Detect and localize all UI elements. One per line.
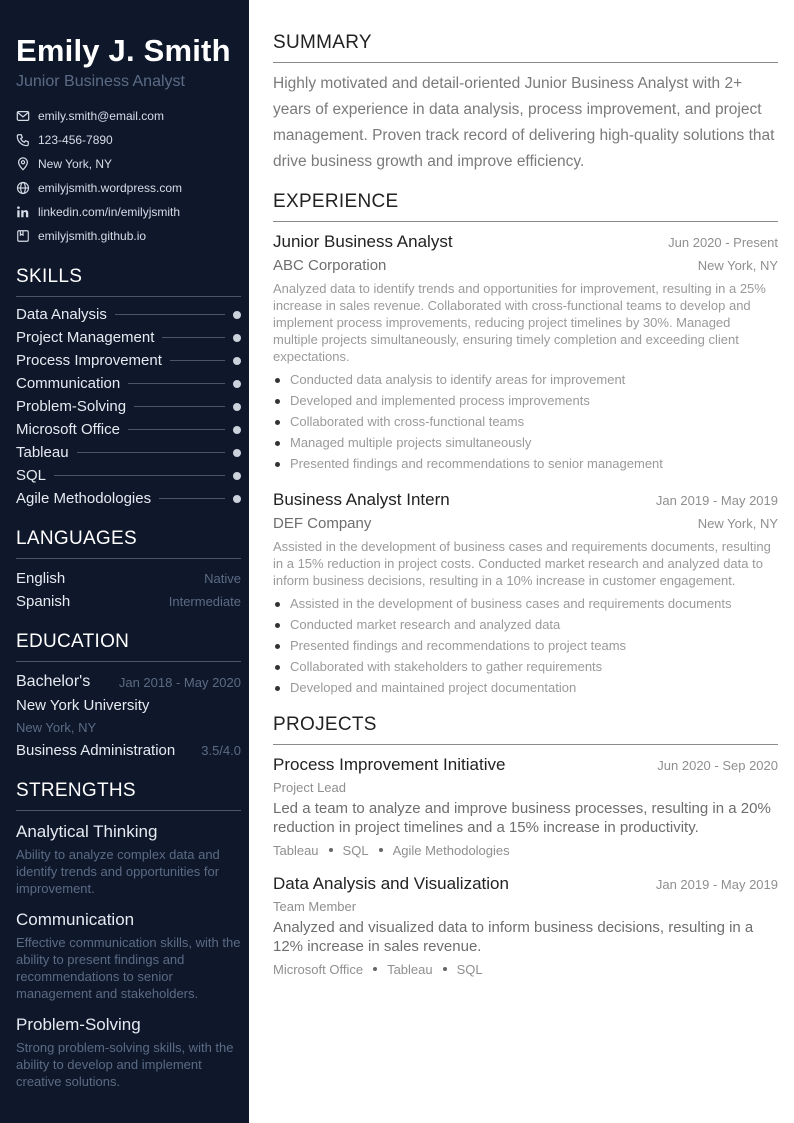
bullet-item: Presented findings and recommendations to senior management: [273, 453, 778, 474]
skill-divider: [54, 475, 225, 476]
sidebar: [0, 0, 249, 1123]
contact-github-text: emilyjsmith.github.io: [38, 229, 147, 243]
project-entry: [273, 753, 778, 860]
skill-divider: [162, 337, 225, 338]
skill-item: [16, 418, 241, 441]
job-entry: [273, 488, 778, 698]
summary-text: Highly motivated and detail-oriented Junior Business Analyst with 2+ years of experience in data analysis, process improvement, and project management. Proven track record of delivering high-quality solutions that drive business growth and improve efficiency.: [273, 75, 775, 170]
skills-list: [16, 303, 241, 510]
language-level: Intermediate: [168, 594, 241, 609]
contact-phone-text: 123-456-7890: [38, 133, 113, 147]
project-tag: Microsoft Office: [273, 961, 364, 977]
bullet-item: Managed multiple projects simultaneously: [273, 432, 778, 453]
job-description: Assisted in the development of business cases and requirements documents, resulting in a 15% reduction in project costs. Conducted market research and analyzed data to inform business decisions, resulting in a 10% increase in customer engagement.: [273, 539, 771, 588]
skill-item: [16, 487, 241, 510]
experience-heading: EXPERIENCE: [273, 189, 778, 222]
project-entry: [273, 872, 778, 979]
github-icon: [16, 229, 30, 243]
education-entry: [16, 670, 241, 762]
skill-dot: [233, 357, 241, 365]
candidate-name: Emily J. Smith: [16, 33, 231, 68]
bullet-item: Conducted data analysis to identify areas for improvement: [273, 369, 778, 390]
skill-item: [16, 326, 241, 349]
job-bullets: [273, 369, 778, 474]
skill-dot: [233, 403, 241, 411]
bullet-item: Developed and maintained project documentation: [273, 677, 778, 698]
globe-icon: [16, 181, 30, 195]
skill-dot: [233, 380, 241, 388]
skill-divider: [77, 452, 225, 453]
project-tag: Agile Methodologies: [392, 842, 510, 858]
skill-label: Project Management: [16, 329, 155, 346]
skill-dot: [233, 472, 241, 480]
skill-item: [16, 464, 241, 487]
education-field: Business Administration: [16, 741, 176, 759]
contact-github[interactable]: [16, 224, 241, 248]
job-location: New York, NY: [697, 258, 778, 273]
contact-list: [16, 104, 241, 248]
skill-label: Data Analysis: [16, 306, 107, 323]
skill-dot: [233, 311, 241, 319]
project-dates: Jan 2019 - May 2019: [655, 877, 778, 892]
project-title: Process Improvement Initiative: [273, 755, 506, 774]
skill-divider: [134, 406, 225, 407]
contact-location-text: New York, NY: [38, 157, 113, 171]
skill-item: [16, 372, 241, 395]
skill-label: Problem-Solving: [16, 398, 127, 415]
language-item: [16, 590, 241, 613]
tag-separator: [329, 848, 333, 852]
tag-separator: [373, 967, 377, 971]
project-tags: [273, 959, 778, 979]
strength-item: [16, 1012, 241, 1090]
language-level: Native: [204, 571, 241, 586]
job-company: DEF Company: [273, 515, 372, 532]
education-heading: EDUCATION: [16, 629, 241, 662]
strength-description: Strong problem-solving skills, with the ability to develop and implement creative solutions.: [16, 1040, 234, 1089]
bullet-item: Developed and implemented process improvements: [273, 390, 778, 411]
project-tag: Tableau: [273, 842, 319, 858]
job-title: Business Analyst Intern: [273, 490, 450, 509]
bullet-item: Presented findings and recommendations to project teams: [273, 635, 778, 656]
job-description: Analyzed data to identify trends and opportunities for improvement, resulting in a 25% increase in sales revenue. Collaborated with cross-functional teams to develop and implement process improvements, reducing project timelines by 30%. Managed multiple projects simultaneously, ensuring timely completion and exceeding client expectations.: [273, 281, 766, 364]
strength-item: [16, 907, 241, 1002]
contact-location: [16, 152, 241, 176]
job-title: Junior Business Analyst: [273, 232, 453, 251]
skill-item: [16, 441, 241, 464]
skill-dot: [233, 334, 241, 342]
strengths-heading: STRENGTHS: [16, 778, 241, 811]
contact-email[interactable]: [16, 104, 241, 128]
job-location: New York, NY: [697, 516, 778, 531]
contact-linkedin-text: linkedin.com/in/emilyjsmith: [38, 205, 181, 219]
candidate-role: Junior Business Analyst: [16, 73, 185, 90]
tag-separator: [379, 848, 383, 852]
bullet-item: Assisted in the development of business cases and requirements documents: [273, 593, 778, 614]
education-school: New York University: [16, 697, 150, 714]
skill-label: Microsoft Office: [16, 421, 120, 438]
contact-website-text: emilyjsmith.wordpress.com: [38, 181, 183, 195]
project-description: Led a team to analyze and improve business processes, resulting in a 20% reduction in project timelines and a 15% increase in productivity.: [273, 800, 771, 836]
strength-item: [16, 819, 241, 897]
job-entry: [273, 230, 778, 474]
strength-title: Analytical Thinking: [16, 822, 158, 841]
strength-title: Communication: [16, 910, 135, 929]
skill-divider: [115, 314, 225, 315]
education-location: New York, NY: [16, 720, 97, 735]
skills-heading: SKILLS: [16, 264, 241, 297]
job-company: ABC Corporation: [273, 257, 387, 274]
skill-label: Agile Methodologies: [16, 490, 152, 507]
strengths-list: [16, 819, 241, 1090]
project-dates: Jun 2020 - Sep 2020: [657, 758, 778, 773]
bullet-item: Collaborated with stakeholders to gather requirements: [273, 656, 778, 677]
skill-dot: [233, 449, 241, 457]
language-name: Spanish: [16, 593, 71, 610]
skill-item: [16, 303, 241, 326]
tag-separator: [443, 967, 447, 971]
skill-divider: [159, 498, 225, 499]
skill-label: Tableau: [16, 444, 69, 461]
projects-heading: PROJECTS: [273, 712, 778, 745]
strength-description: Effective communication skills, with the ability to present findings and recommendations to senior management and stakeholders.: [16, 935, 241, 1001]
languages-list: [16, 567, 241, 613]
main-content: [273, 30, 778, 979]
location-pin-icon: [16, 157, 30, 171]
project-title: Data Analysis and Visualization: [273, 874, 509, 893]
skill-label: Process Improvement: [16, 352, 162, 369]
project-description: Analyzed and visualized data to inform business decisions, resulting in a 12% increase in sales revenue.: [273, 919, 754, 955]
skill-divider: [128, 383, 225, 384]
contact-email-text: emily.smith@email.com: [38, 109, 164, 123]
linkedin-icon: [16, 205, 30, 219]
project-tags: [273, 840, 778, 860]
education-degree: Bachelor's: [16, 673, 91, 690]
strength-title: Problem-Solving: [16, 1015, 141, 1034]
skill-label: SQL: [16, 467, 47, 484]
skill-dot: [233, 495, 241, 503]
job-dates: Jan 2019 - May 2019: [655, 493, 778, 508]
contact-linkedin[interactable]: [16, 200, 241, 224]
contact-website[interactable]: [16, 176, 241, 200]
summary-heading: SUMMARY: [273, 30, 778, 63]
skill-item: [16, 395, 241, 418]
experience-section: [273, 189, 778, 698]
education-dates: Jan 2018 - May 2020: [118, 674, 241, 690]
contact-phone[interactable]: [16, 128, 241, 152]
job-dates: Jun 2020 - Present: [668, 235, 778, 250]
strength-description: Ability to analyze complex data and identify trends and opportunities for improvement.: [16, 847, 220, 896]
job-bullets: [273, 593, 778, 698]
project-role: Project Lead: [273, 780, 346, 795]
skill-dot: [233, 426, 241, 434]
skill-divider: [170, 360, 225, 361]
project-role: Team Member: [273, 899, 357, 914]
phone-icon: [16, 133, 30, 147]
envelope-icon: [16, 109, 30, 123]
education-gpa: 3.5/4.0: [201, 742, 241, 758]
project-tag: SQL: [456, 961, 483, 977]
language-name: English: [16, 570, 66, 587]
skill-label: Communication: [16, 375, 121, 392]
bullet-item: Collaborated with cross-functional teams: [273, 411, 778, 432]
projects-section: [273, 712, 778, 979]
project-tag: SQL: [342, 842, 369, 858]
skill-divider: [128, 429, 225, 430]
bullet-item: Conducted market research and analyzed data: [273, 614, 778, 635]
skill-item: [16, 349, 241, 372]
project-tag: Tableau: [387, 961, 433, 977]
language-item: [16, 567, 241, 590]
languages-heading: LANGUAGES: [16, 526, 241, 559]
